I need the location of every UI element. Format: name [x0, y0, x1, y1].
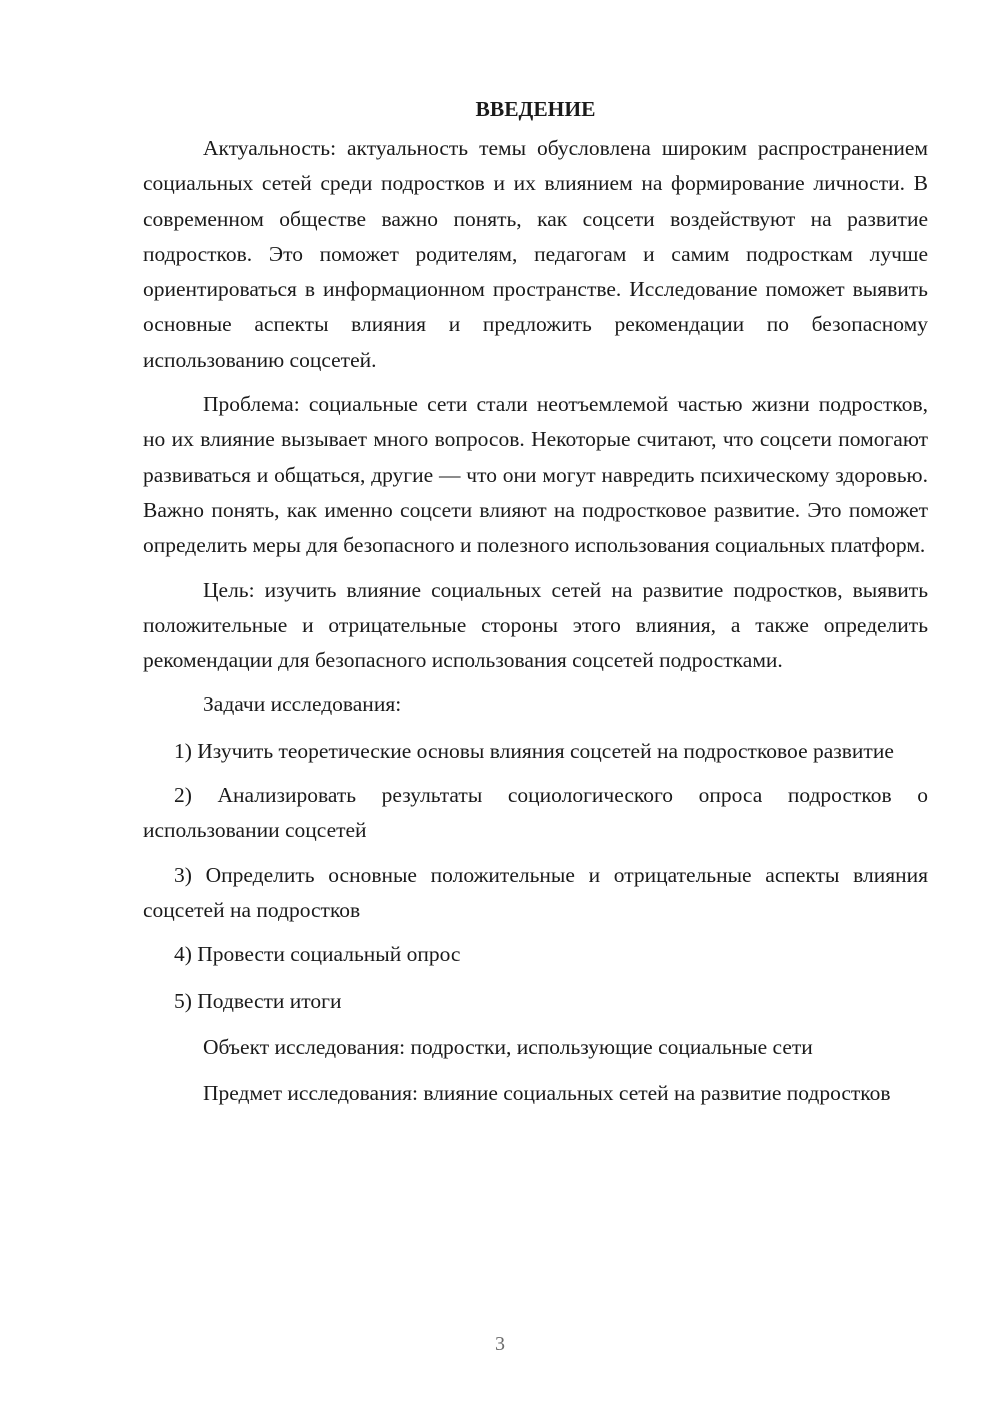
- task-item-3: 3) Определить основные положительные и отрицательные аспекты влияния соцсетей на подростков: [143, 862, 928, 922]
- research-object: Объект исследования: подростки, использующие социальные сети: [203, 1034, 813, 1059]
- tasks-heading: Задачи исследования:: [203, 692, 402, 717]
- document-page: [143, 92, 928, 1120]
- paragraph-problem: Проблема: социальные сети стали неотъемлемой частью жизни подростков, но их влияние вызывает много вопросов. Некоторые считают, что соцсети помогают развиваться и общаться, другие — что они могут навредить психическому здоровью. Важно понять, как именно соцсети влияют на подростковое развитие. Это поможет определить меры для безопасного и полезного использования социальных платформ.: [143, 392, 928, 558]
- paragraph-goal: Цель: изучить влияние социальных сетей на развитие подростков, выявить положительные и отрицательные стороны этого влияния, а также определить рекомендации для безопасного использования соцсетей подростками.: [143, 577, 928, 673]
- task-item-5: 5) Подвести итоги: [174, 988, 342, 1013]
- paragraph-relevance: Актуальность: актуальность темы обусловлена широким распространением социальных сетей среди подростков и их влиянием на формирование личности. В современном обществе важно понять, как соцсети воздействуют на развитие подростков. Это поможет родителям, педагогам и самим подросткам лучше ориентироваться в информационном пространстве. Исследование поможет выявить основные аспекты влияния и предложить рекомендации по безопасному использованию соцсетей.: [143, 136, 928, 372]
- task-item-1: 1) Изучить теоретические основы влияния соцсетей на подростковое развитие: [174, 738, 894, 763]
- task-item-4: 4) Провести социальный опрос: [174, 942, 461, 967]
- page-number: 3: [495, 1333, 505, 1355]
- research-subject: Предмет исследования: влияние социальных сетей на развитие подростков: [203, 1081, 891, 1106]
- task-item-2: 2) Анализировать результаты социологического опроса подростков о использовании соцсетей: [143, 783, 928, 843]
- page-title: ВВЕДЕНИЕ: [475, 97, 596, 121]
